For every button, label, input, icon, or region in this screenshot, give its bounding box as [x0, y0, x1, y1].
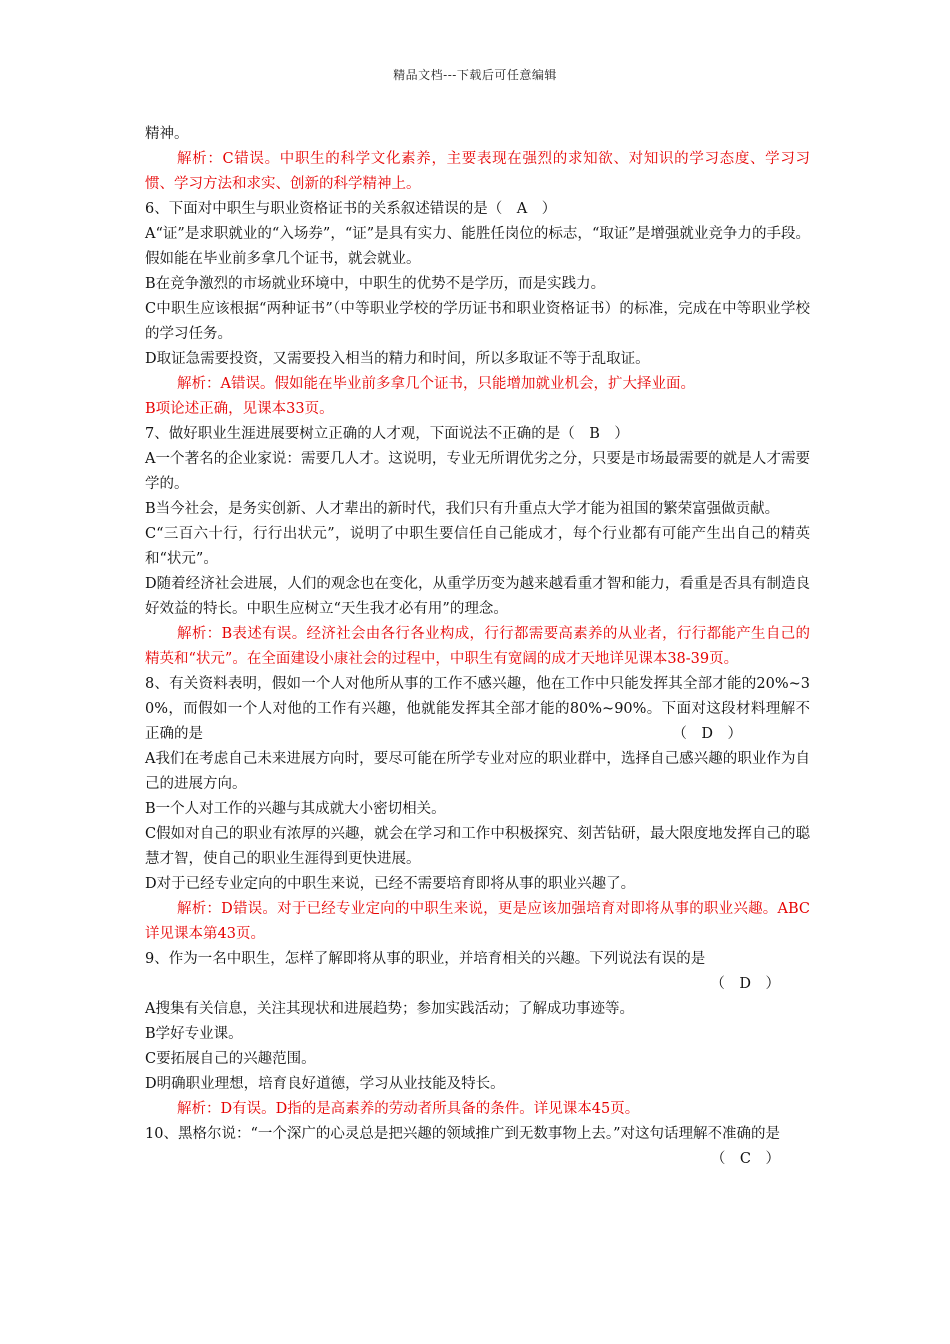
- explanation: 解析：D错误。对于已经专业定向的中职生来说，更是应该加强培育对即将从事的职业兴趣。ABC详见课本第43页。: [145, 901, 810, 942]
- option-a: A一个著名的企业家说：需要几人才。这说明，专业无所谓优劣之分，只要是市场最需要的就是人才需要学的。: [145, 451, 810, 492]
- option-a: A“证”是求职就业的“入场券”，“证”是具有实力、能胜任岗位的标志，“取证”是增强就业竞争力的手段。假如能在毕业前多拿几个证书，就会就业。: [145, 226, 810, 267]
- option-d: D对于已经专业定向的中职生来说，已经不需要培育即将从事的职业兴趣了。: [145, 876, 636, 892]
- option-d: D取证急需要投资，又需要投入相当的精力和时间，所以多取证不等于乱取证。: [145, 351, 650, 367]
- option-b: B学好专业课。: [145, 1026, 243, 1042]
- answer-bracket: （ D ）: [672, 726, 742, 742]
- option-c: C“三百六十行，行行出状元”，说明了中职生要信任自己能成才，每个行业都有可能产生出自己的精英和“状元”。: [145, 526, 810, 567]
- page-header: 精品文档---下载后可任意编辑: [393, 68, 557, 82]
- option-b: B在竞争激烈的市场就业环境中，中职生的优势不是学历，而是实践力。: [145, 276, 606, 292]
- explanation: 解析：C错误。中职生的科学文化素养，主要表现在强烈的求知欲、对知识的学习态度、学习习惯、学习方法和求实、创新的科学精神上。: [145, 151, 810, 192]
- question-6: 6、下面对中职生与职业资格证书的关系叙述错误的是（ A ）: [145, 201, 557, 217]
- option-c: C中职生应该根据“两种证书”（中等职业学校的学历证书和职业资格证书）的标准，完成在中等职业学校的学习任务。: [145, 301, 810, 342]
- option-d: D随着经济社会进展，人们的观念也在变化，从重学历变为越来越看重才智和能力，看重是否具有制造良好效益的特长。中职生应树立“天生我才必有用”的理念。: [145, 576, 810, 617]
- question-10: [145, 1122, 810, 1167]
- question-9: 9、作为一名中职生，怎样了解即将从事的职业，并培育相关的兴趣。下列说法有误的是: [145, 951, 706, 967]
- option-b: B一个人对工作的兴趣与其成就大小密切相关。: [145, 801, 446, 817]
- option-a: A搜集有关信息，关注其现状和进展趋势；参加实践活动；了解成功事迹等。: [145, 1001, 634, 1017]
- question-text: 8、有关资料表明，假如一个人对他所从事的工作不感兴趣，他在工作中只能发挥其全部才能的20%~30%，而假如一个人对他的工作有兴趣，他就能发挥其全部才能的80%~90%。下面对这段材料理解不正确的是: [145, 676, 810, 742]
- option-d: D明确职业理想，培育良好道德，学习从业技能及特长。: [145, 1076, 505, 1092]
- option-a: A我们在考虑自己未来进展方向时，要尽可能在所学专业对应的职业群中，选择自己感兴趣的职业作为自己的进展方向。: [145, 751, 810, 792]
- question-7: 7、做好职业生涯进展要树立正确的人才观，下面说法不正确的是（ B ）: [145, 426, 629, 442]
- answer-bracket: （ C ）: [710, 1151, 780, 1167]
- explanation: 解析：A错误。假如能在毕业前多拿几个证书，只能增加就业机会，扩大择业面。: [177, 376, 695, 392]
- document-body: [145, 122, 810, 1172]
- option-b: B当今社会，是务实创新、人才辈出的新时代，我们只有升重点大学才能为祖国的繁荣富强做贡献。: [145, 501, 780, 517]
- explanation: 解析：B表述有误。经济社会由各行各业构成，行行都需要高素养的从业者，行行都能产生自己的精英和“状元”。在全面建设小康社会的过程中，中职生有宽阔的成才天地详见课本38-39页。: [145, 626, 810, 667]
- option-c: C要拓展自己的兴趣范围。: [145, 1051, 316, 1067]
- option-c: C假如对自己的职业有浓厚的兴趣，就会在学习和工作中积极探究、刻苦钻研，最大限度地发挥自己的聪慧才智，使自己的职业生涯得到更快进展。: [145, 826, 810, 867]
- explanation-cont: B项论述正确，见课本33页。: [145, 401, 334, 417]
- explanation: 解析：D有误。D指的是高素养的劳动者所具备的条件。详见课本45页。: [177, 1101, 640, 1117]
- answer-bracket: （ D ）: [710, 976, 780, 992]
- question-text: 10、黑格尔说：“一个深广的心灵总是把兴趣的领域推广到无数事物上去。”对这句话理解不准确的是: [145, 1126, 781, 1142]
- text-line: 精神。: [145, 126, 189, 142]
- question-8: [145, 672, 810, 747]
